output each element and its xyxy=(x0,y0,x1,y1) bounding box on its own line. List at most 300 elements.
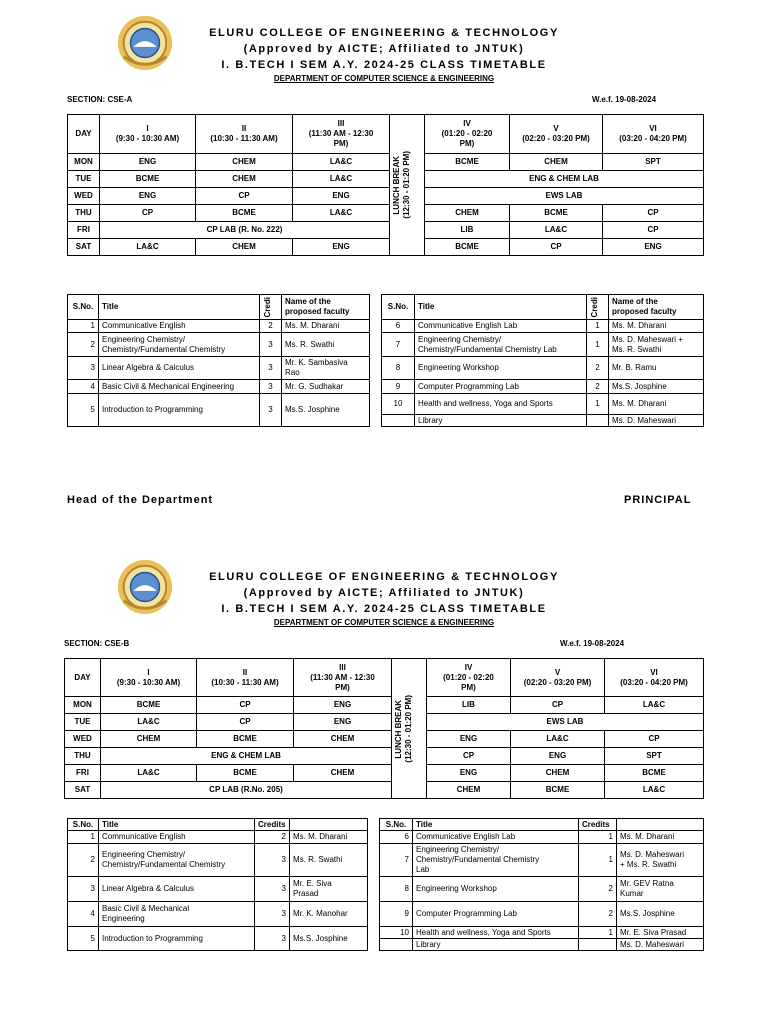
col-period-3 xyxy=(294,659,392,697)
table-cell: 9 xyxy=(382,380,415,394)
approval-line: (Approved by AICTE; Affiliated to JNTUK) xyxy=(243,43,525,55)
table-cell: ENG xyxy=(100,154,196,171)
table-cell: ENG xyxy=(427,731,511,748)
table-cell: ENG xyxy=(294,697,392,714)
cell-text: Mr. E. Siva xyxy=(293,879,332,888)
table-cell: BCME xyxy=(605,765,704,782)
cell-text: Engineering Chemistry/ xyxy=(102,334,186,344)
college-name: ELURU COLLEGE OF ENGINEERING & TECHNOLOGY xyxy=(209,27,559,39)
table-cell: Title xyxy=(415,295,587,320)
table-cell: S.No. xyxy=(382,295,415,320)
table-cell: CHEM xyxy=(427,782,511,799)
table-cell: Engineering Workshop xyxy=(413,877,579,902)
table-cell xyxy=(282,295,370,320)
cell-text: PM) xyxy=(459,139,475,148)
table-cell: TUE xyxy=(65,714,101,731)
table-cell: Basic Civil & Mechanical Engineering xyxy=(99,380,260,394)
table-cell: 1 xyxy=(587,394,609,415)
table-cell xyxy=(99,902,255,927)
table-cell: 3 xyxy=(255,844,290,877)
table-cell: Credits xyxy=(579,819,617,831)
col-day: DAY xyxy=(68,115,100,154)
table-cell: 4 xyxy=(68,902,99,927)
table-cell: LA&C xyxy=(100,239,196,256)
cell-text: VI xyxy=(649,124,657,133)
table-header-row xyxy=(382,295,704,320)
table-cell: 2 xyxy=(260,320,282,333)
table-cell: 9 xyxy=(380,902,413,927)
table-cell: Engineering Workshop xyxy=(415,357,587,380)
table-cell: LIB xyxy=(425,222,510,239)
cell-text: Mr. GEV Ratna xyxy=(620,879,674,888)
table-cell: Credits xyxy=(255,819,290,831)
table-cell: Ms. M. Dharani xyxy=(282,320,370,333)
college-logo-icon xyxy=(116,558,174,616)
cell-text: III xyxy=(337,119,345,128)
table-cell: 1 xyxy=(579,831,617,844)
cell-text: Chemistry/Fundamental Chemistry xyxy=(416,855,540,864)
lunch-break xyxy=(390,115,425,256)
subjects-table-a-left xyxy=(67,294,370,427)
cell-text: Basic Civil & Mechanical xyxy=(102,904,190,913)
timetable-title: I. B.TECH I SEM A.Y. 2024-25 CLASS TIMETABLE xyxy=(221,603,547,615)
table-cell: Mr. E. Siva Prasad xyxy=(617,927,704,939)
subjects-table-b-right xyxy=(379,818,704,951)
cell-text: III xyxy=(339,662,346,672)
cell-text: Ms. D. Maheswari xyxy=(620,850,685,859)
table-cell: 8 xyxy=(382,357,415,380)
table-row xyxy=(68,844,368,877)
table-row xyxy=(380,877,704,902)
table-cell xyxy=(617,877,704,902)
wef-date: W.e.f. 19-08-2024 xyxy=(560,639,625,648)
timetable-b xyxy=(64,658,704,799)
table-cell: BCME xyxy=(100,171,196,188)
table-cell: CP xyxy=(196,188,293,205)
table-cell: ENG xyxy=(293,239,390,256)
table-cell xyxy=(609,333,704,357)
timetable-title: I. B.TECH I SEM A.Y. 2024-25 CLASS TIMETABLE xyxy=(221,59,547,71)
cell-text: Chemistry/Fundamental Chemistry xyxy=(102,344,226,354)
table-cell xyxy=(282,357,370,380)
section-label: SECTION: CSE-B xyxy=(64,639,130,648)
table-cell: LA&C xyxy=(293,154,390,171)
cell-text: PM) xyxy=(335,682,350,692)
table-cell: CP xyxy=(603,205,704,222)
table-cell: Linear Algebra & Calculus xyxy=(99,357,260,380)
cell-text: Ms. D. Maheswari + xyxy=(612,334,683,344)
cell-text: I xyxy=(146,124,149,133)
table-cell: CHEM xyxy=(294,765,392,782)
table-cell: LA&C xyxy=(605,782,704,799)
table-cell: 3 xyxy=(260,394,282,427)
cell-text: Prasad xyxy=(293,889,319,898)
department-name: DEPARTMENT OF COMPUTER SCIENCE & ENGINEERING xyxy=(273,74,495,83)
cell-text: V xyxy=(554,667,561,677)
col-period-3 xyxy=(293,115,390,154)
table-cell: Communicative English xyxy=(99,320,260,333)
approval-line: (Approved by AICTE; Affiliated to JNTUK) xyxy=(243,587,525,599)
table-cell: 7 xyxy=(380,844,413,877)
table-cell: 1 xyxy=(587,333,609,357)
table-cell: 3 xyxy=(260,333,282,357)
table-cell: Title xyxy=(99,295,260,320)
table-cell xyxy=(382,415,415,427)
table-cell: WED xyxy=(65,731,101,748)
cell-text: VI xyxy=(650,667,658,677)
table-cell: SPT xyxy=(605,748,704,765)
col-period-6 xyxy=(605,659,704,697)
table-cell: THU xyxy=(68,205,100,222)
cell-text: (9:30 - 10:30 AM) xyxy=(116,677,181,687)
table-row xyxy=(68,927,368,951)
table-cell: BCME xyxy=(196,205,293,222)
table-cell: ENG xyxy=(511,748,605,765)
table-cell xyxy=(617,819,704,831)
table-cell: BCME xyxy=(425,239,510,256)
table-cell: 2 xyxy=(255,831,290,844)
table-cell: Library xyxy=(415,415,587,427)
table-cell: Introduction to Programming xyxy=(99,394,260,427)
table-cell: S.No. xyxy=(68,295,99,320)
table-cell: Communicative English Lab xyxy=(413,831,579,844)
table-cell: CP xyxy=(100,205,196,222)
table-cell: Computer Programming Lab xyxy=(415,380,587,394)
table-row xyxy=(380,927,704,939)
table-cell: CP xyxy=(427,748,511,765)
table-cell xyxy=(290,877,368,902)
table-cell: Linear Algebra & Calculus xyxy=(99,877,255,902)
table-cell: BCME xyxy=(197,765,294,782)
col-period-5 xyxy=(510,115,603,154)
table-cell: Mr. K. Manohar xyxy=(290,902,368,927)
cell-text: Engineering Chemistry/ xyxy=(418,334,502,344)
table-cell: 1 xyxy=(587,320,609,333)
table-cell: CHEM xyxy=(196,239,293,256)
table-row xyxy=(68,188,704,205)
table-cell: Ms. D. Maheswari xyxy=(609,415,704,427)
col-period-2 xyxy=(197,659,294,697)
table-cell: 5 xyxy=(68,394,99,427)
col-period-1 xyxy=(100,115,196,154)
table-cell: BCME xyxy=(101,697,197,714)
cell-text: (12:30 - 01:20 PM) xyxy=(402,151,411,219)
table-cell: Ms.S. Josphine xyxy=(282,394,370,427)
page-header xyxy=(200,569,568,629)
table-cell xyxy=(415,333,587,357)
table-cell: Title xyxy=(99,819,255,831)
table-row xyxy=(382,380,704,394)
table-row xyxy=(65,765,704,782)
table-cell: Ms.S. Josphine xyxy=(617,902,704,927)
table-cell: Ms. M. Dharani xyxy=(609,320,704,333)
table-cell: Introduction to Programming xyxy=(99,927,255,951)
table-cell: LA&C xyxy=(511,731,605,748)
table-row xyxy=(382,357,704,380)
table-row xyxy=(68,239,704,256)
cell-text: LUNCH BREAK xyxy=(392,155,401,215)
table-row xyxy=(68,394,370,427)
table-cell: 3 xyxy=(68,877,99,902)
table-cell: 3 xyxy=(255,902,290,927)
cell-text: Kumar xyxy=(620,889,644,898)
cell-text: PM) xyxy=(461,682,476,692)
table-cell: CP xyxy=(197,697,294,714)
cell-text: II xyxy=(241,124,247,133)
table-cell: LIB xyxy=(427,697,511,714)
table-cell: LA&C xyxy=(101,765,197,782)
cell-text: Chemistry/Fundamental Chemistry xyxy=(102,860,226,869)
cell-text: (11:30 AM - 12:30 xyxy=(310,672,375,682)
table-cell: Ms.S. Josphine xyxy=(609,380,704,394)
table-row xyxy=(68,222,704,239)
cell-text: proposed faculty xyxy=(612,307,677,316)
table-row xyxy=(68,357,370,380)
table-cell: FRI xyxy=(65,765,101,782)
cell-text: (9:30 - 10:30 AM) xyxy=(115,134,180,143)
table-cell: Ms. R. Swathi xyxy=(282,333,370,357)
col-period-6 xyxy=(603,115,704,154)
table-row xyxy=(65,782,704,799)
cell-text: proposed faculty xyxy=(285,307,350,316)
table-cell: 3 xyxy=(68,357,99,380)
cell-text: (01:20 - 02:20 xyxy=(443,672,494,682)
principal-signature: PRINCIPAL xyxy=(624,494,692,506)
cell-text: Engineering Chemistry/ xyxy=(416,845,500,854)
table-cell: BCME xyxy=(510,205,603,222)
subjects-table-b-left xyxy=(67,818,368,951)
table-header-row xyxy=(65,659,704,697)
table-row xyxy=(380,939,704,951)
lunch-break xyxy=(392,659,427,799)
table-header-row xyxy=(68,115,704,154)
table-cell: Health and wellness, Yoga and Sports xyxy=(415,394,587,415)
hod-signature: Head of the Department xyxy=(67,494,214,506)
table-cell: Health and wellness, Yoga and Sports xyxy=(413,927,579,939)
college-name: ELURU COLLEGE OF ENGINEERING & TECHNOLOGY xyxy=(209,571,559,583)
cell-text: (02:20 - 03:20 PM) xyxy=(523,677,592,687)
table-cell xyxy=(579,939,617,951)
table-cell: Mr. B. Ramu xyxy=(609,357,704,380)
table-cell: BCME xyxy=(197,731,294,748)
table-cell: 8 xyxy=(380,877,413,902)
table-cell: LA&C xyxy=(605,697,704,714)
table-row xyxy=(382,333,704,357)
table-cell: CP xyxy=(510,239,603,256)
table-cell: Ms. D. Maheswari xyxy=(617,939,704,951)
table-cell: Communicative English Lab xyxy=(415,320,587,333)
cell-text: Name of the xyxy=(612,297,658,306)
cell-text: (12:30 - 01:20 PM) xyxy=(404,694,413,763)
table-row xyxy=(68,877,368,902)
cell-text: I xyxy=(147,667,150,677)
cell-text: Chemistry/Fundamental Chemistry Lab xyxy=(418,344,557,354)
table-cell: 2 xyxy=(587,357,609,380)
table-cell: CP xyxy=(511,697,605,714)
table-cell: 2 xyxy=(579,902,617,927)
cell-text: Engineering xyxy=(102,914,145,923)
table-cell: 2 xyxy=(68,333,99,357)
table-cell: 2 xyxy=(587,380,609,394)
table-cell: CHEM xyxy=(511,765,605,782)
cell-text: (03:20 - 04:20 PM) xyxy=(619,134,687,143)
cell-text: Name of the xyxy=(285,297,331,306)
table-cell: LA&C xyxy=(510,222,603,239)
table-cell xyxy=(617,844,704,877)
table-cell: CHEM xyxy=(425,205,510,222)
table-cell xyxy=(587,415,609,427)
cell-text: IV xyxy=(464,662,473,672)
table-cell: CHEM xyxy=(196,154,293,171)
table-cell: Title xyxy=(413,819,579,831)
table-cell: 3 xyxy=(255,877,290,902)
table-cell: Communicative English xyxy=(99,831,255,844)
table-cell: 2 xyxy=(579,877,617,902)
cell-text: Mr. K. Sambasiva xyxy=(285,358,348,367)
cell-text: IV xyxy=(463,119,471,128)
table-cell: EWS LAB xyxy=(427,714,704,731)
table-row xyxy=(68,171,704,188)
table-cell: 1 xyxy=(579,844,617,877)
table-cell: CP xyxy=(605,731,704,748)
table-cell: CP LAB (R.No. 205) xyxy=(101,782,392,799)
table-cell: SPT xyxy=(603,154,704,171)
table-cell: CHEM xyxy=(101,731,197,748)
subjects-table-a-right xyxy=(381,294,704,427)
table-row xyxy=(68,333,370,357)
cell-text: (11:30 AM - 12:30 xyxy=(308,129,374,138)
table-row xyxy=(68,320,370,333)
table-cell: FRI xyxy=(68,222,100,239)
cell-text: II xyxy=(242,667,248,677)
cell-text: (10:30 - 11:30 AM) xyxy=(211,677,279,687)
cell-text: PM) xyxy=(333,139,349,148)
table-cell: TUE xyxy=(68,171,100,188)
table-cell: Mr. G. Sudhakar xyxy=(282,380,370,394)
table-cell: LA&C xyxy=(293,171,390,188)
table-row xyxy=(65,714,704,731)
table-cell: Ms. R. Swathi xyxy=(290,844,368,877)
table-cell: S.No. xyxy=(380,819,413,831)
table-row xyxy=(382,415,704,427)
table-cell: BCME xyxy=(425,154,510,171)
cell-text: Lab xyxy=(416,865,430,874)
table-cell: 1 xyxy=(579,927,617,939)
table-cell: ENG xyxy=(603,239,704,256)
cell-text: Rao xyxy=(285,368,300,377)
wef-date: W.e.f. 19-08-2024 xyxy=(592,95,657,104)
table-cell: MON xyxy=(68,154,100,171)
table-cell: 2 xyxy=(68,844,99,877)
table-cell: Ms. M. Dharani xyxy=(609,394,704,415)
table-cell: 3 xyxy=(260,357,282,380)
col-period-4 xyxy=(425,115,510,154)
col-day: DAY xyxy=(65,659,101,697)
table-cell xyxy=(99,333,260,357)
table-row xyxy=(65,731,704,748)
table-cell xyxy=(290,819,368,831)
table-cell: ENG xyxy=(293,188,390,205)
college-logo-icon xyxy=(116,14,174,72)
table-cell: Library xyxy=(413,939,579,951)
section-label: SECTION: CSE-A xyxy=(67,95,133,104)
cell-text: (10:30 - 11:30 AM) xyxy=(210,134,278,143)
table-cell: LA&C xyxy=(293,205,390,222)
cell-text: LUNCH BREAK xyxy=(394,699,403,758)
cell-text: (01:20 - 02:20 xyxy=(441,129,493,138)
cell-text: (02:20 - 03:20 PM) xyxy=(522,134,590,143)
table-cell: EWS LAB xyxy=(425,188,704,205)
table-row xyxy=(380,831,704,844)
page-header xyxy=(200,25,568,85)
table-header-row xyxy=(68,819,368,831)
table-cell: ENG & CHEM LAB xyxy=(425,171,704,188)
col-period-1 xyxy=(101,659,197,697)
cell-text: V xyxy=(553,124,559,133)
table-cell: Ms.S. Josphine xyxy=(290,927,368,951)
table-cell: SAT xyxy=(65,782,101,799)
table-cell: 10 xyxy=(382,394,415,415)
col-period-4 xyxy=(427,659,511,697)
table-cell: MON xyxy=(65,697,101,714)
table-row xyxy=(382,394,704,415)
table-row xyxy=(382,320,704,333)
table-cell: BCME xyxy=(511,782,605,799)
table-cell: LA&C xyxy=(101,714,197,731)
table-cell: 6 xyxy=(380,831,413,844)
table-cell: ENG xyxy=(294,714,392,731)
cell-text: Ms. R. Swathi xyxy=(612,344,662,354)
table-cell: 10 xyxy=(380,927,413,939)
table-cell: CHEM xyxy=(196,171,293,188)
table-cell: ENG xyxy=(427,765,511,782)
table-cell: Credi xyxy=(260,295,282,320)
table-cell: ENG & CHEM LAB xyxy=(101,748,392,765)
table-cell: 5 xyxy=(68,927,99,951)
table-cell xyxy=(380,939,413,951)
department-name: DEPARTMENT OF COMPUTER SCIENCE & ENGINEERING xyxy=(273,618,495,627)
table-row xyxy=(68,205,704,222)
table-row xyxy=(65,697,704,714)
table-row xyxy=(65,748,704,765)
table-cell xyxy=(413,844,579,877)
col-period-2 xyxy=(196,115,293,154)
table-cell xyxy=(99,844,255,877)
cell-text: Engineering Chemistry/ xyxy=(102,850,186,859)
table-cell: 3 xyxy=(255,927,290,951)
table-cell: 6 xyxy=(382,320,415,333)
table-cell: CP xyxy=(197,714,294,731)
table-row xyxy=(68,902,368,927)
table-cell: S.No. xyxy=(68,819,99,831)
table-cell: 4 xyxy=(68,380,99,394)
table-cell: 7 xyxy=(382,333,415,357)
table-row xyxy=(380,902,704,927)
table-cell: ENG xyxy=(100,188,196,205)
table-row xyxy=(68,154,704,171)
table-cell: CHEM xyxy=(294,731,392,748)
table-cell: 3 xyxy=(260,380,282,394)
timetable-a xyxy=(67,114,704,256)
table-row xyxy=(380,844,704,877)
table-header-row xyxy=(68,295,370,320)
table-cell: CP LAB (R. No. 222) xyxy=(100,222,390,239)
table-header-row xyxy=(380,819,704,831)
table-cell xyxy=(609,295,704,320)
table-cell: 1 xyxy=(68,320,99,333)
table-cell: Ms. M. Dharani xyxy=(617,831,704,844)
cell-text: + Ms. R. Swathi xyxy=(620,860,677,869)
